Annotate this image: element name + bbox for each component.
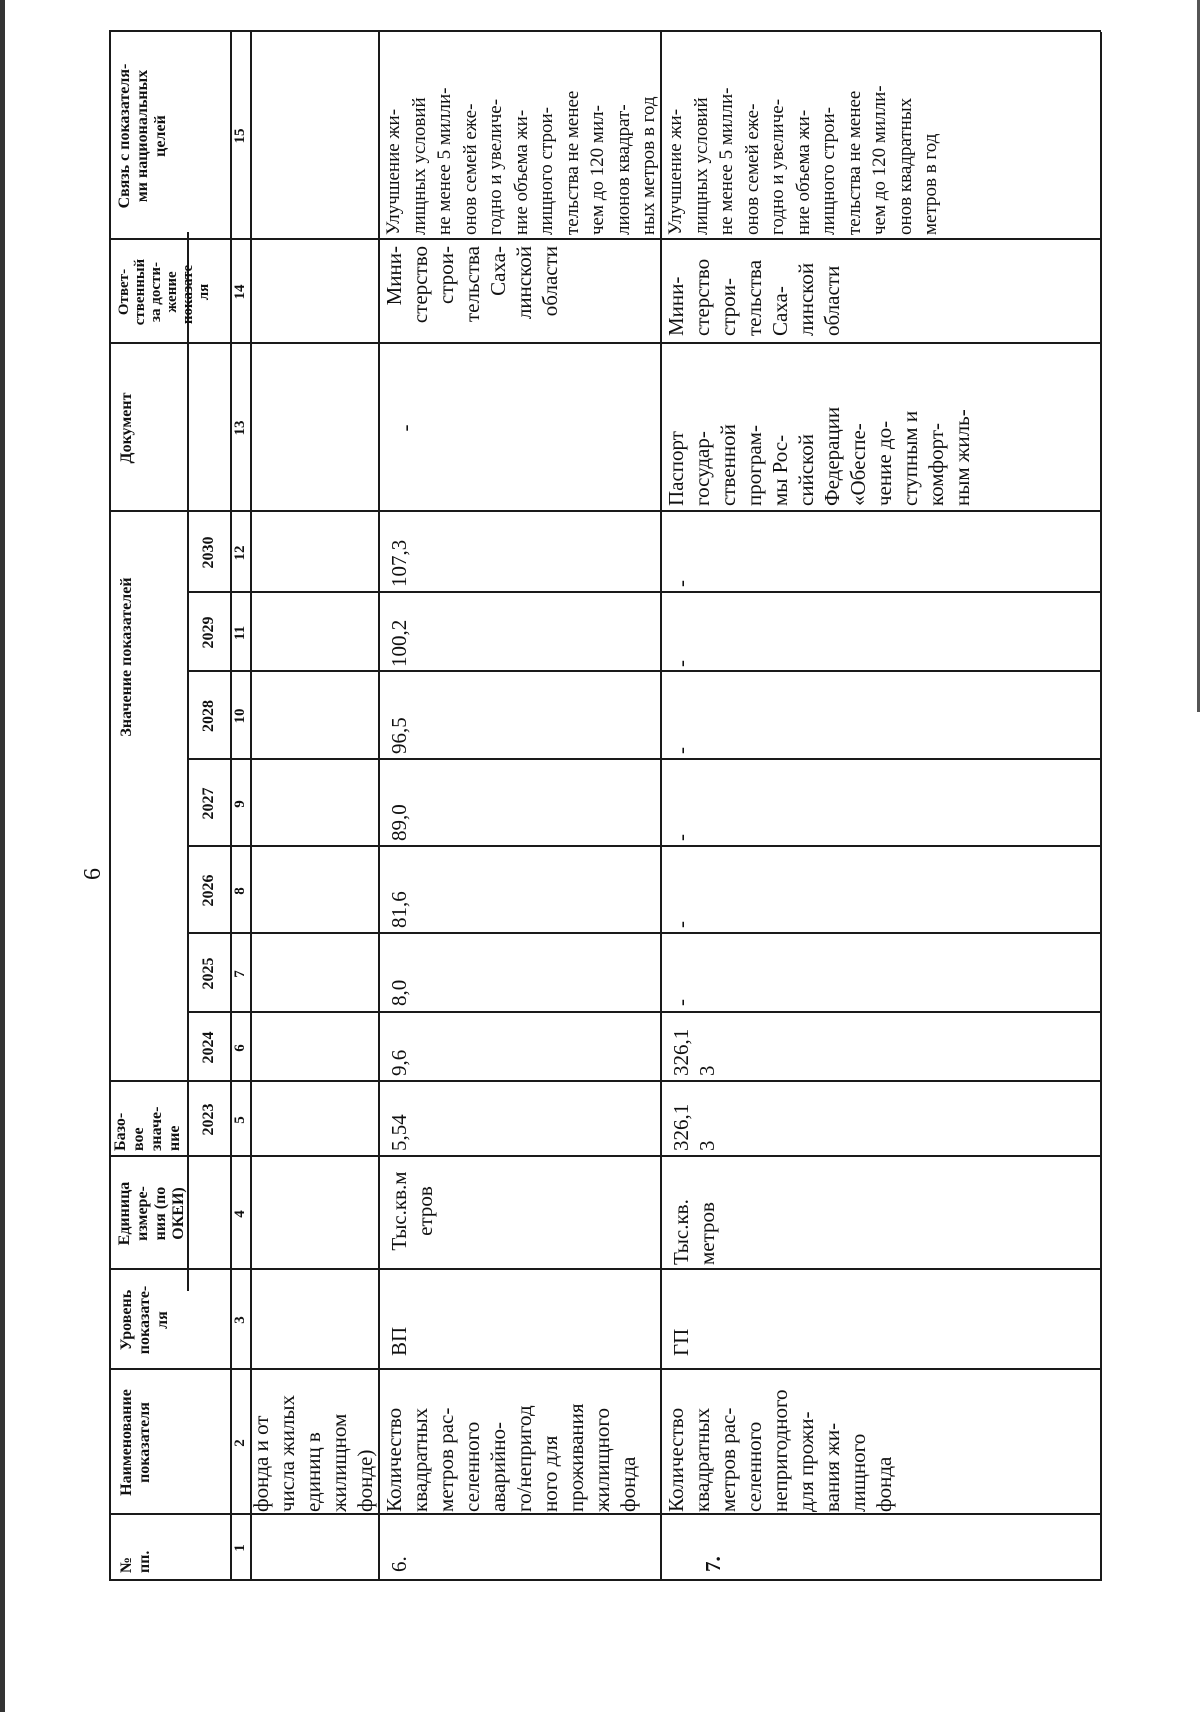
year-2024: 2024 [200, 1031, 217, 1064]
row-7-value-2028: - [669, 747, 693, 754]
year-2029: 2029 [200, 616, 217, 649]
colnum-12: 12 [232, 545, 248, 561]
col-line-0 [109, 1580, 1101, 1582]
year-2025: 2025 [200, 957, 217, 990]
header-level: Уровень показате- ля [118, 1285, 171, 1355]
colnum-bottom-line [250, 32, 252, 1581]
colnum-10: 10 [232, 708, 248, 724]
col-line-3 [109, 1269, 1101, 1271]
row-7-responsible: Мини- стерство строи- тельства Саха- линской области [664, 258, 844, 336]
row-6-responsible: Мини- стерство строи- тельства Саха- линской области [382, 246, 562, 324]
header-number: № пп. [118, 1550, 153, 1573]
table-border-top [109, 32, 111, 1581]
colnum-13: 13 [232, 420, 248, 436]
page-number: 6 [80, 868, 106, 880]
colnum-7: 7 [232, 970, 248, 978]
colnum-5: 5 [232, 1116, 248, 1124]
row-continuation-name: фонда и от числа жилых единиц в жилищном фонде) [249, 1394, 377, 1512]
row-7-unit: Тыс.кв. метров [669, 1199, 719, 1265]
year-2028: 2028 [200, 700, 217, 732]
row-7-document: Паспорт государ- ственной програм- мы Рос- сийской Федерации «Обеспе- чение до- ступным и комфорт- ным жиль- [664, 406, 974, 506]
header-document: Документ [118, 392, 135, 464]
row-separator-1 [378, 32, 380, 1581]
col-line-2 [109, 1369, 1101, 1371]
col-line-6 [187, 1012, 1101, 1014]
row-6-document: - [393, 424, 417, 432]
row-7-value-2024: 326,1 3 [669, 1028, 719, 1076]
col-line-10 [187, 671, 1101, 673]
year-2030: 2030 [200, 536, 217, 569]
colnum-11: 11 [232, 625, 248, 641]
row-7-level: ГП [669, 1328, 693, 1356]
header-unit: Единица измере- ния (по ОКЕИ) [116, 1181, 187, 1246]
year-2027: 2027 [200, 787, 217, 820]
year-2026: 2026 [200, 874, 217, 907]
col-line-5 [109, 1081, 1101, 1083]
row-6-value-2024: 9,6 [387, 1049, 411, 1076]
colnum-3: 3 [232, 1316, 248, 1324]
row-6-unit: Тыс.кв.м етров [387, 1171, 437, 1251]
row-6-goal: Улучшение жи- лищных условий не менее 5 милли- онов семей еже- годно и увеличе- ние объема жи- лищного строи- тельства не менее чем до 120 мил- лионов квадрат- ных метров в год [383, 87, 659, 235]
col-line-4 [109, 1156, 1101, 1158]
colnum-4: 4 [232, 1210, 248, 1218]
row-6-value-2023: 5,54 [387, 1114, 411, 1151]
col-line-1 [109, 1514, 1101, 1516]
col-line-11 [187, 592, 1101, 594]
row-7-value-2029: - [669, 660, 693, 667]
colnum-2: 2 [232, 1439, 248, 1447]
row-6-value-2025: 8,0 [387, 979, 411, 1006]
row-7-value-2023: 326,1 3 [669, 1103, 719, 1151]
row-separator-2 [660, 32, 662, 1581]
header-national-goals: Связь с показателя- ми национальных целей [116, 63, 169, 209]
col-line-13 [109, 343, 1101, 345]
row-6-value-2029: 100,2 [387, 619, 411, 667]
colnum-15: 15 [232, 128, 248, 144]
col-line-7 [187, 933, 1101, 935]
header-values-group: Значение показателей [118, 577, 135, 737]
colnum-14: 14 [232, 284, 248, 300]
col-line-14 [109, 239, 1101, 241]
colnum-9: 9 [232, 800, 248, 808]
row-7-number: 7. [701, 1556, 725, 1572]
row-6-value-2030: 107,3 [387, 539, 411, 587]
year-2023: 2023 [200, 1103, 217, 1136]
row-6-value-2026: 81,6 [387, 891, 411, 928]
col-line-9 [187, 759, 1101, 761]
row-7-name: Количество квадратных метров рас- селенного непригодного для прожи- вания жи- лищного фонда [664, 1389, 896, 1512]
scan-edge-top [0, 0, 5, 1712]
col-line-12 [109, 511, 1101, 513]
row-7-goal: Улучшение жи- лищных условий не менее 5 милли- онов семей еже- годно и увеличе- ние объема жи- лищного строи- тельства не менее чем до 120 милли- онов квадратных метров в год [665, 85, 941, 235]
row-7-value-2027: - [669, 834, 693, 841]
table-border-bottom [1100, 32, 1102, 1581]
header-indicator-name: Наименование показателя [118, 1389, 153, 1496]
colnum-8: 8 [232, 887, 248, 895]
col-line-8 [187, 846, 1101, 848]
header-years-line [187, 232, 189, 1291]
row-6-value-2028: 96,5 [387, 717, 411, 754]
row-6-number: 6. [387, 1556, 411, 1572]
row-7-value-2026: - [669, 921, 693, 928]
header-responsible: Ответ- ственный за дости- жение показате- ля [116, 258, 212, 326]
row-6-level: ВП [387, 1326, 411, 1356]
row-7-value-2025: - [669, 999, 693, 1006]
colnum-1: 1 [232, 1544, 248, 1552]
row-6-name: Количество квадратных метров рас- селенного аварийно- го/непригод ного для проживания жилищного фонда [382, 1403, 640, 1512]
row-6-value-2027: 89,0 [387, 804, 411, 841]
row-7-value-2030: - [669, 580, 693, 587]
header-base-value: Базо- вое значе- ние [112, 1106, 183, 1151]
colnum-6: 6 [232, 1044, 248, 1052]
